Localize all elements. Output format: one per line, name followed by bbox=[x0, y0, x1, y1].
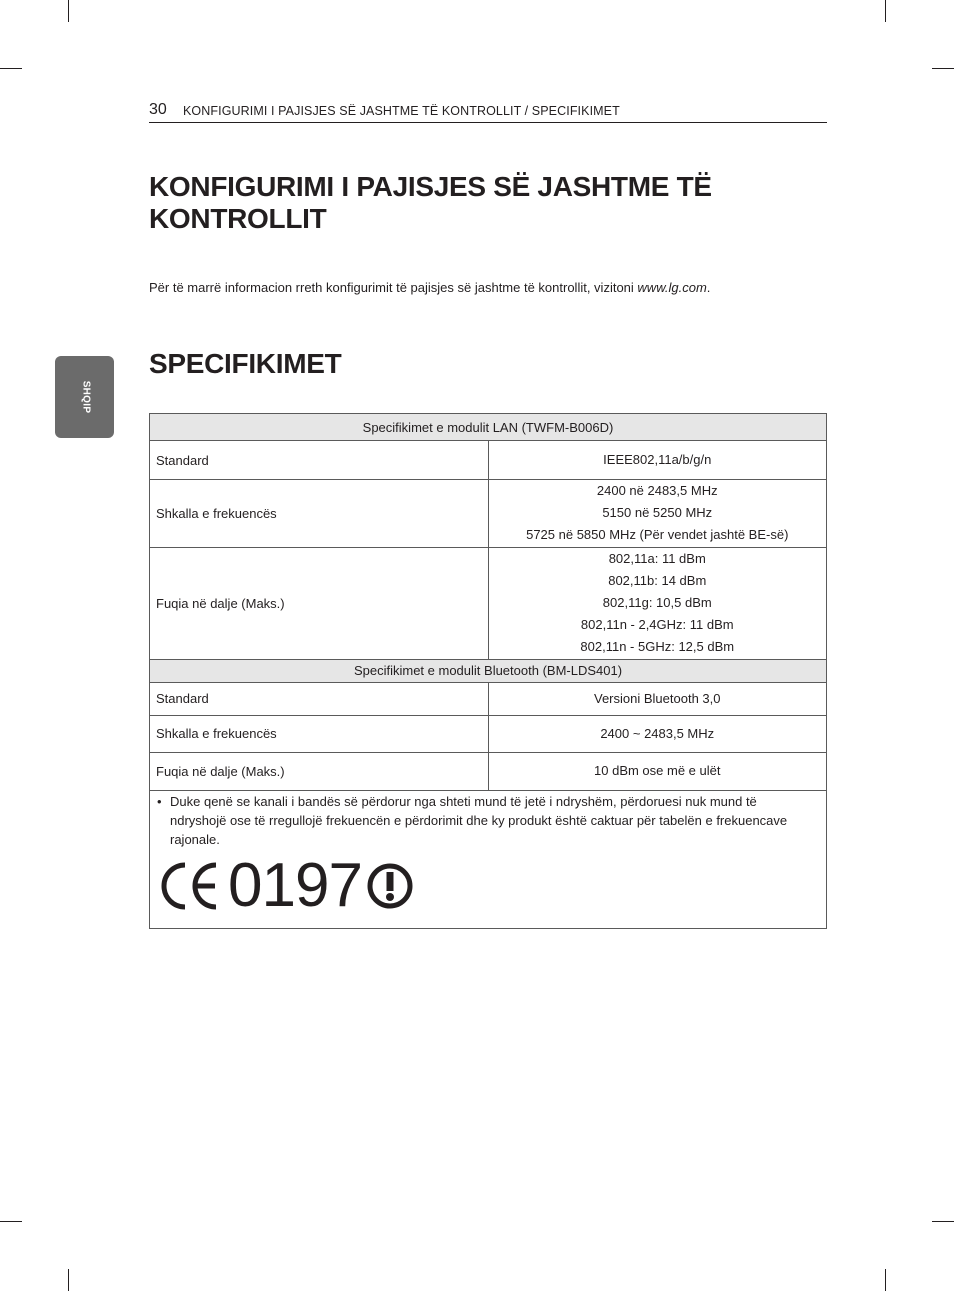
lan-power-values bbox=[488, 547, 827, 659]
table-row bbox=[150, 547, 827, 659]
lan-power-value: 802,11n - 2,4GHz: 11 dBm bbox=[580, 617, 734, 633]
lan-power-label: Fuqia në dalje (Maks.) bbox=[150, 547, 489, 659]
bullet: • bbox=[157, 793, 162, 809]
alert-class2-icon bbox=[367, 863, 413, 909]
page-header bbox=[149, 100, 827, 123]
lan-frequency-values bbox=[488, 480, 827, 548]
language-tab bbox=[55, 356, 114, 438]
crop-mark bbox=[0, 68, 22, 69]
table-row bbox=[150, 441, 827, 480]
table-row bbox=[150, 715, 827, 752]
bt-standard-value: Versioni Bluetooth 3,0 bbox=[488, 682, 827, 715]
lan-standard-label: Standard bbox=[150, 441, 489, 480]
crop-mark bbox=[68, 0, 69, 22]
crop-mark bbox=[68, 1269, 69, 1291]
table-row bbox=[150, 480, 827, 548]
lan-frequency-value: 5725 në 5850 MHz (Për vendet jashtë BE-së) bbox=[526, 527, 789, 543]
lan-standard-value: IEEE802,11a/b/g/n bbox=[488, 441, 827, 480]
bt-power-value: 10 dBm ose më e ulët bbox=[488, 752, 827, 790]
table-row bbox=[150, 659, 827, 682]
table-row bbox=[150, 790, 827, 928]
intro-text: Për të marrë informacion rreth konfigurimit të pajisjes së jashtme të kontrollit, vizitoni bbox=[149, 280, 638, 295]
lan-frequency-value: 2400 në 2483,5 MHz bbox=[596, 483, 718, 498]
crop-mark bbox=[932, 1221, 954, 1222]
bt-frequency-label: Shkalla e frekuencës bbox=[150, 715, 489, 752]
bt-module-title: Specifikimet e modulit Bluetooth (BM-LDS401) bbox=[150, 659, 827, 682]
notified-body-number: 0197 bbox=[228, 850, 362, 920]
intro-end: . bbox=[706, 280, 711, 295]
crop-mark bbox=[0, 1221, 22, 1222]
specifications-table bbox=[149, 413, 827, 929]
table-row bbox=[150, 682, 827, 715]
crop-mark bbox=[885, 0, 886, 22]
page-number: 30 bbox=[149, 101, 167, 118]
ce-mark-icon bbox=[158, 861, 220, 911]
lan-frequency-value: 5150 në 5250 MHz bbox=[602, 505, 713, 521]
intro-paragraph bbox=[149, 280, 710, 295]
section-title-specs: SPECIFIKIMET bbox=[149, 348, 342, 379]
bt-power-label: Fuqia në dalje (Maks.) bbox=[150, 752, 489, 790]
language-tab-label: SHQIP bbox=[80, 380, 92, 414]
certification-marks bbox=[158, 850, 413, 920]
website-link: www.lg.com bbox=[637, 280, 707, 295]
crop-mark bbox=[885, 1269, 886, 1291]
lan-module-title: Specifikimet e modulit LAN (TWFM-B006D) bbox=[150, 414, 827, 441]
lan-power-value: 802,11g: 10,5 dBm bbox=[602, 595, 712, 611]
note-cell bbox=[150, 790, 827, 928]
lan-power-value: 802,11n - 5GHz: 12,5 dBm bbox=[580, 639, 735, 655]
note-text: Duke qenë se kanali i bandës së përdorur nga shteti mund të jetë i ndryshëm, përdoruesi nuk mund të ndryshojë ose të rregullojë frekuencën e përdorimit dhe ky produkt është caktuar për tabelën e frekuencave rajonale. bbox=[170, 793, 788, 847]
bt-standard-label: Standard bbox=[150, 682, 489, 715]
lan-power-value: 802,11b: 14 dBm bbox=[608, 572, 707, 588]
table-row bbox=[150, 414, 827, 441]
bt-frequency-value: 2400 ~ 2483,5 MHz bbox=[488, 715, 827, 752]
crop-mark bbox=[932, 68, 954, 69]
running-title: KONFIGURIMI I PAJISJES SË JASHTME TË KONTROLLIT / SPECIFIKIMET bbox=[183, 104, 620, 118]
lan-frequency-label: Shkalla e frekuencës bbox=[150, 480, 489, 548]
lan-power-value: 802,11a: 11 dBm bbox=[608, 550, 706, 566]
section-title-config: KONFIGURIMI I PAJISJES SË JASHTME TË KONTROLLIT bbox=[149, 171, 712, 234]
table-row bbox=[150, 752, 827, 790]
note-item bbox=[157, 792, 808, 849]
